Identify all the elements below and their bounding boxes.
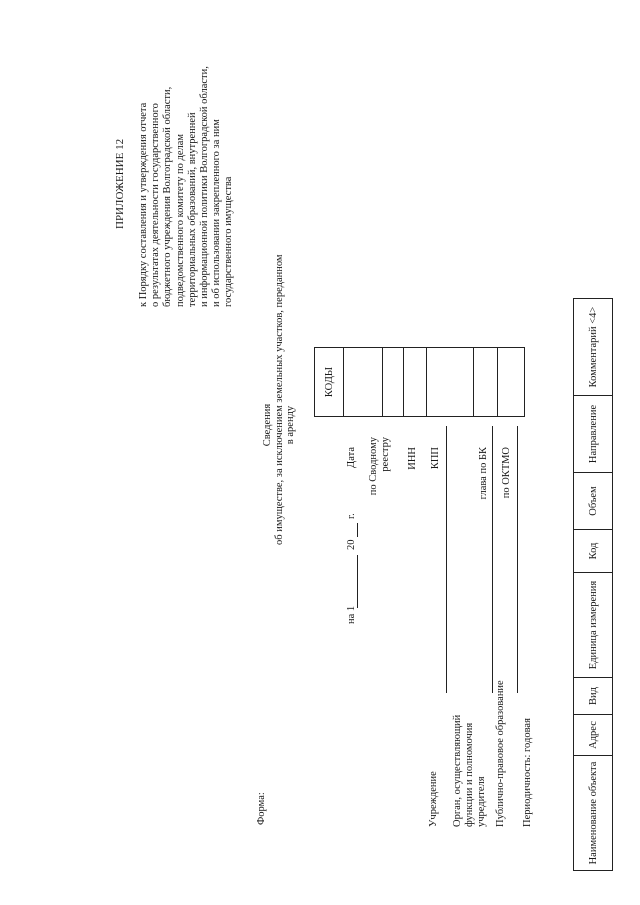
appendix-title: ПРИЛОЖЕНИЕ 12 <box>114 138 126 229</box>
appendix-line: государственного имущества <box>223 176 235 307</box>
label-text: Орган, осуществляющий <box>452 714 463 827</box>
label-svod-registry <box>368 437 392 495</box>
appendix-line: подведомственного комитету по делам <box>174 133 186 307</box>
col-object-name: Наименование объекта <box>574 756 613 871</box>
appendix-line: территориальных образований, внутренней <box>186 112 198 307</box>
date-year-blank[interactable] <box>357 523 358 537</box>
codes-table <box>314 347 525 417</box>
label-text: глава по БК <box>478 447 489 500</box>
table-header-row <box>574 299 613 871</box>
col-unit: Единица измерения <box>574 573 613 678</box>
code-cell-oktmo[interactable] <box>474 348 498 417</box>
appendix-line: и об использовании закрепленного за ним <box>211 119 223 307</box>
organ-fill-line[interactable] <box>492 426 493 693</box>
label-organ <box>452 715 488 827</box>
col-volume: Объем <box>574 473 613 530</box>
institution-fill-line[interactable] <box>446 426 447 693</box>
municipality-fill-line[interactable] <box>517 426 518 693</box>
code-cell-kpp[interactable] <box>404 348 427 417</box>
appendix-line: к Порядку составления и утверждения отчета <box>138 102 149 307</box>
label-oktmo <box>501 447 513 498</box>
appendix-line: и информационной политики Волгоградской области, <box>199 66 211 307</box>
appendix-line: о результатах деятельности государственного <box>150 103 162 307</box>
heading-line: Сведения <box>262 403 273 447</box>
date-prefix: на 1 <box>346 605 357 624</box>
label-inn <box>407 447 419 470</box>
document-heading <box>262 254 297 545</box>
label-text: реестру <box>380 437 391 472</box>
label-municipality <box>495 680 507 827</box>
label-text: Публично-правовое образование <box>495 680 506 827</box>
label-text: КПП <box>430 447 441 470</box>
col-type: Вид <box>574 678 613 715</box>
col-code: Код <box>574 530 613 573</box>
date-day-blank[interactable] <box>357 555 358 608</box>
heading-line: об имуществе, за исключением земельных участков, переданном <box>273 254 285 545</box>
appendix-text <box>138 7 236 307</box>
col-comment: Комментарий <4> <box>574 299 613 396</box>
label-text: функции и полномочия <box>464 722 475 827</box>
appendix-line: бюджетного учреждения Волгоградской области, <box>162 86 174 307</box>
label-periodicity <box>522 718 534 827</box>
date-year-prefix: 20 <box>346 539 357 550</box>
heading-line: в аренду <box>285 405 296 445</box>
label-kpp <box>430 447 442 469</box>
label-text: Учреждение <box>428 771 439 827</box>
label-institution <box>428 771 440 827</box>
label-glava-bk <box>478 447 490 499</box>
codes-header: КОДЫ <box>315 348 344 417</box>
label-text: Дата <box>346 447 357 468</box>
property-table <box>573 298 613 871</box>
code-cell-date[interactable] <box>344 348 383 417</box>
label-text: по ОКТМО <box>501 447 512 499</box>
label-text: Периодичность: годовая <box>522 718 533 827</box>
date-suffix: г. <box>346 513 357 519</box>
form-label: Форма: <box>256 792 267 825</box>
label-date <box>346 447 358 468</box>
code-cell-period[interactable] <box>498 348 525 417</box>
label-text: по Сводному <box>368 437 379 496</box>
col-direction: Направление <box>574 396 613 473</box>
label-text: учредителя <box>476 776 487 827</box>
code-cell-glava[interactable] <box>427 348 474 417</box>
col-address: Адрес <box>574 715 613 756</box>
code-cell-inn[interactable] <box>383 348 404 417</box>
label-text: ИНН <box>407 447 418 470</box>
